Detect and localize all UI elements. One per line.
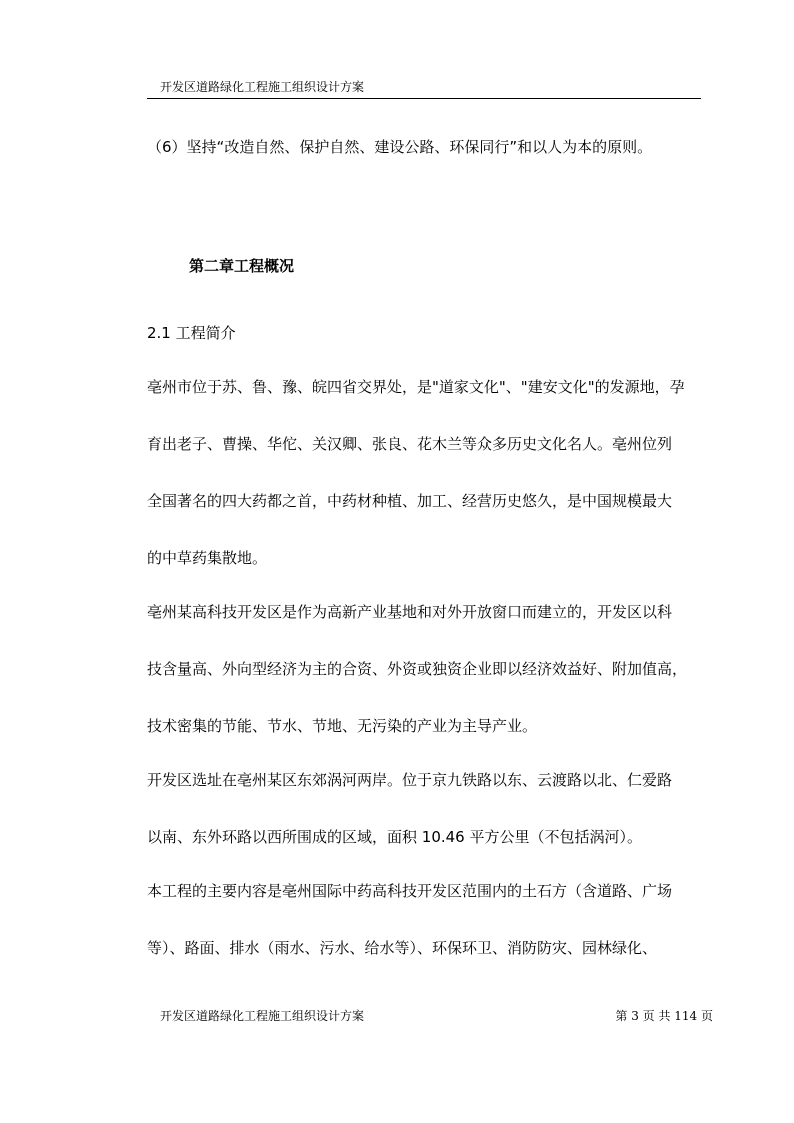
body-line: 开发区选址在亳州某区东郊涡河两岸。位于京九铁路以东、云渡路以北、仁爱路 (147, 771, 673, 789)
chapter-title: 第二章工程概况 (189, 257, 295, 275)
body-line: 技含量高、外向型经济为主的合资、外资或独资企业即以经济效益好、附加值高， (147, 660, 688, 678)
section-title: 2.1 工程简介 (147, 324, 236, 342)
body-line: 亳州某高科技开发区是作为高新产业基地和对外开放窗口而建立的，开发区以科 (147, 603, 673, 621)
body-line: 育出老子、曹操、华佗、关汉卿、张良、花木兰等众多历史文化名人。亳州位列 (147, 435, 673, 453)
body-line: 本工程的主要内容是亳州国际中药高科技开发区范围内的土石方（含道路、广场 (147, 882, 673, 900)
footer-title: 开发区道路绿化工程施工组织设计方案 (160, 1009, 365, 1023)
header-rule (147, 98, 701, 99)
body-line: 等）、路面、排水（雨水、污水、给水等）、环保环卫、消防防灾、园林绿化、 (147, 939, 658, 957)
page-number: 第 3 页 共 114 页 (615, 1009, 713, 1023)
body-line: 以南、东外环路以西所围成的区域，面积 10.46 平方公里（不包括涡河）。 (147, 828, 642, 846)
header-title: 开发区道路绿化工程施工组织设计方案 (160, 80, 365, 94)
body-line: 全国著名的四大药都之首，中药材种植、加工、经营历史悠久，是中国规模最大 (147, 492, 673, 510)
body-line: 亳州市位于苏、鲁、豫、皖四省交界处，是"道家文化"、"建安文化"的发源地，孕 (147, 378, 685, 396)
principle-paragraph: （6）坚持“改造自然、保护自然、建设公路、环保同行”和以人为本的原则。 (147, 138, 653, 156)
body-line: 的中草药集散地。 (147, 549, 268, 567)
body-line: 技术密集的节能、节水、节地、无污染的产业为主导产业。 (147, 717, 538, 735)
